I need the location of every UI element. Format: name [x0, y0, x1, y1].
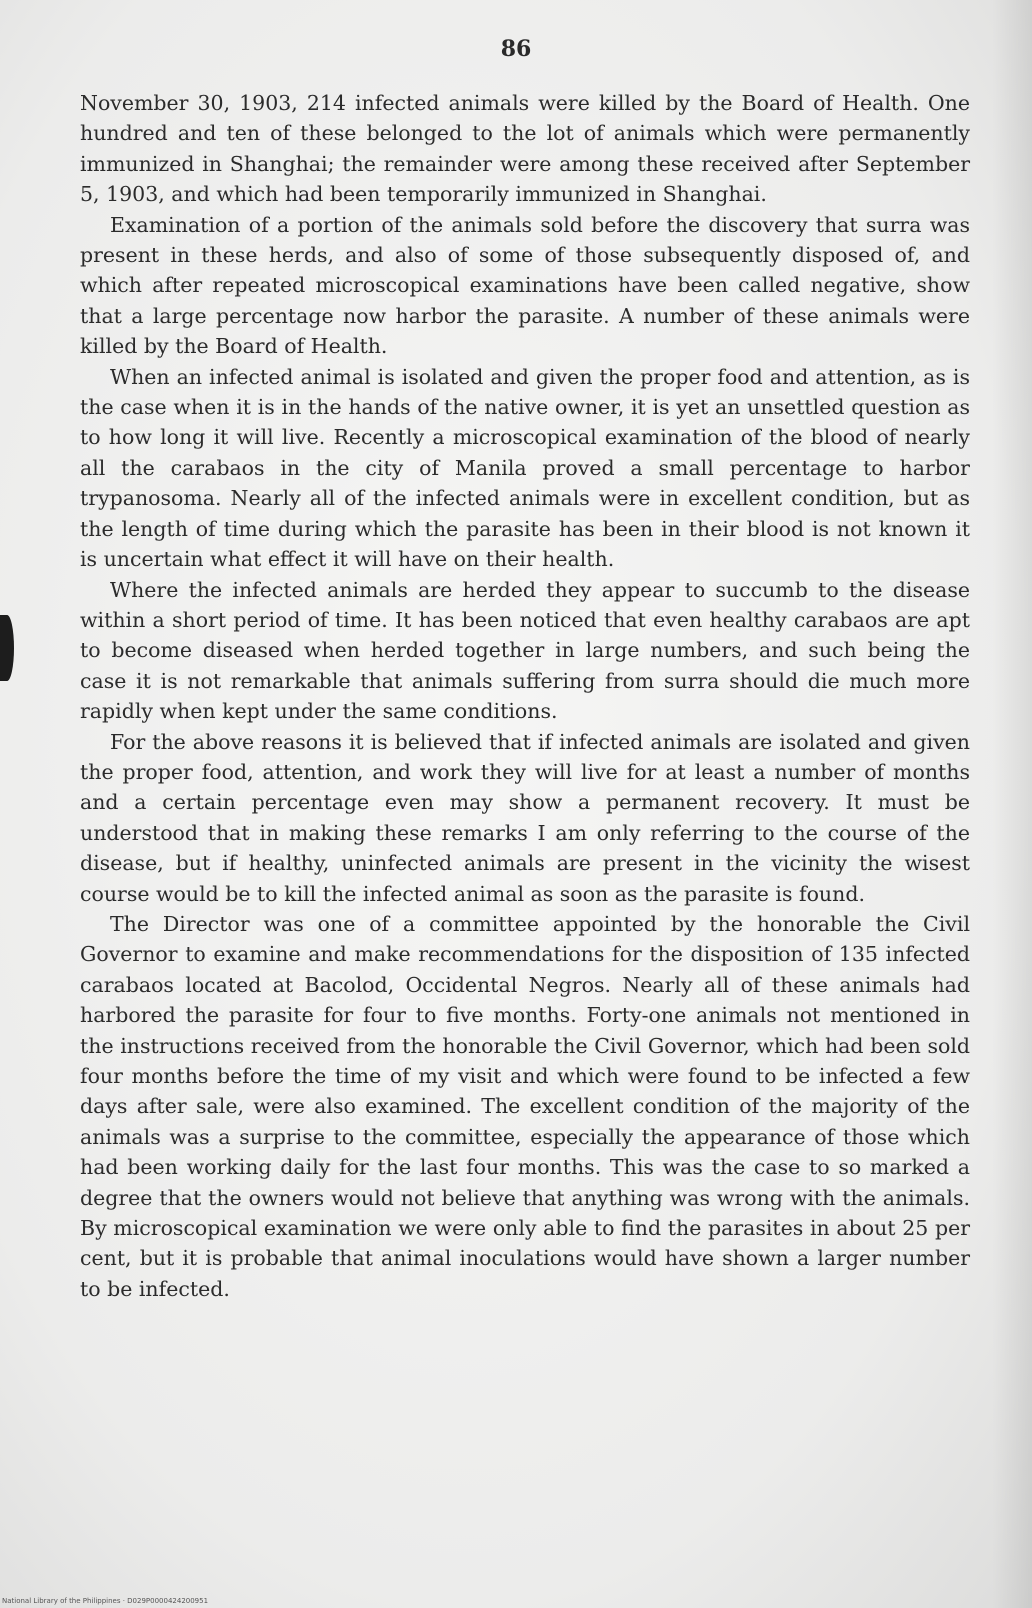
body-text: [80, 88, 970, 1304]
paragraph-1: November 30, 1903, 214 infected animals were killed by the Board of Health. One hundred and ten of these belonged to the lot of animals which were permanently immunized in Shanghai; the remainder were among these received after September 5, 1903, and which had been temporarily immunized in Shanghai.: [80, 91, 970, 207]
paragraph-4: Where the infected animals are herded they appear to succumb to the disease within a short period of time. It has been noticed that even healthy carabaos are apt to become diseased when herded together in large numbers, and such being the case it is not remarkable that animals suffering from surra should die much more rapidly when kept under the same conditions.: [80, 577, 970, 724]
paragraph-5: For the above reasons it is believed that if infected animals are isolated and given the proper food, attention, and work they will live for at least a number of months and a certain percentage even may show a permanent recovery. It must be understood that in making these remarks I am only referring to the course of the disease, but if healthy, uninfected animals are present in the vicinity the wisest course would be to kill the infected animal as soon as the parasite is found.: [80, 729, 970, 906]
page-edge-shadow: [992, 0, 1032, 1608]
binding-mark: [0, 615, 14, 681]
paragraph-6: The Director was one of a committee appointed by the honorable the Civil Governor to examine and make recommendations for the disposition of 135 infected carabaos located at Bacolod, Occidental Negros. Nearly all of these animals had harbored the parasite for four to five months. Forty-one animals not mentioned in the instructions received from the honorable the Civil Governor, which had been sold four months before the time of my visit and which were found to be infected a few days after sale, were also examined. The excellent condition of the majority of the animals was a surprise to the committee, especially the appearance of those which had been working daily for the last four months. This was the case to so marked a degree that the owners would not believe that anything was wrong with the animals. By microscopical examination we were only able to find the parasites in about 25 per cent, but it is probable that animal inoculations would have shown a larger number to be infected.: [80, 911, 970, 1301]
footer-credit: National Library of the Philippines · D029P0000424200951: [2, 1597, 209, 1605]
paragraph-2: Examination of a portion of the animals sold before the discovery that surra was present in these herds, and also of some of those subsequently disposed of, and which after repeated microscopical examinations have been called negative, show that a large percentage now harbor the parasite. A number of these animals were killed by the Board of Health.: [80, 212, 970, 359]
paragraph-3: When an infected animal is isolated and given the proper food and attention, as is the case when it is in the hands of the native owner, it is yet an unsettled question as to how long it will live. Recently a microscopical examination of the blood of nearly all the carabaos in the city of Manila proved a small percentage to harbor trypanosoma. Nearly all of the infected animals were in excellent condition, but as the length of time during which the parasite has been in their blood is not known it is uncertain what effect it will have on their health.: [80, 364, 970, 572]
page-number: 86: [500, 36, 532, 62]
